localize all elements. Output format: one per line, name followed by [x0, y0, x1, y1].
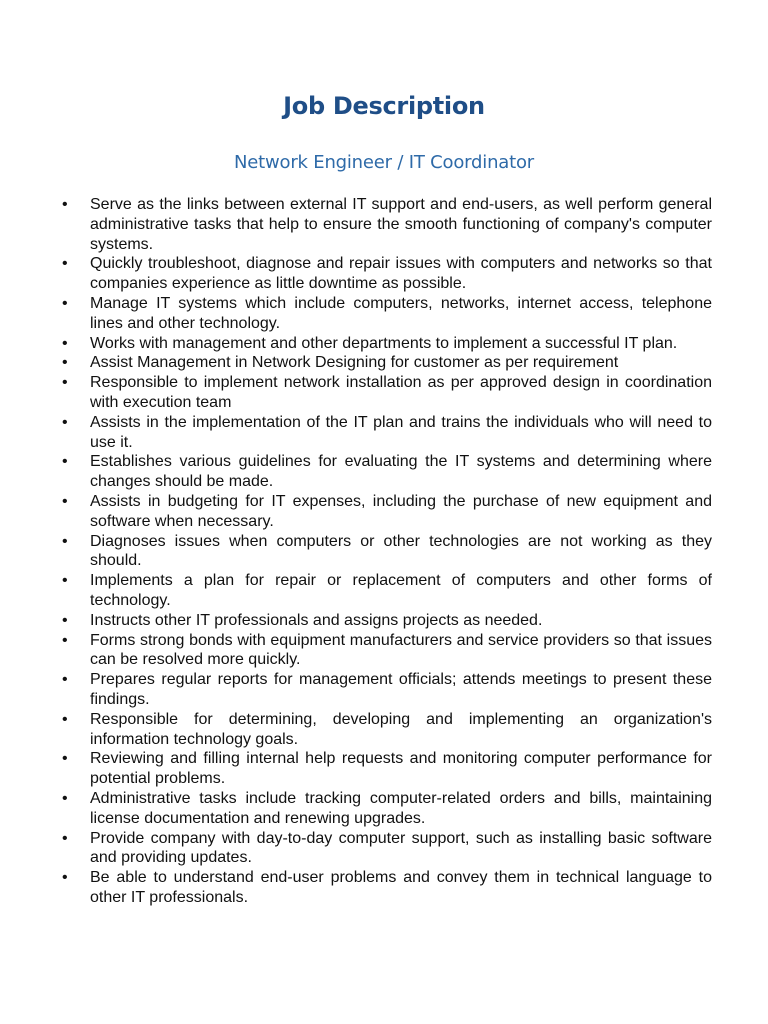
bullet-icon: •: [62, 789, 68, 807]
duty-text: Manage IT systems which include computers, networks, internet access, telephone lines and other technology.: [90, 294, 712, 332]
duty-item: [0, 294, 768, 334]
duty-text: Forms strong bonds with equipment manufacturers and service providers so that issues can be resolved more quickly.: [90, 631, 712, 669]
duty-item: [0, 789, 768, 829]
page-title: Job Description: [283, 92, 485, 120]
duty-text: Implements a plan for repair or replacement of computers and other forms of technology.: [90, 572, 712, 609]
duty-text: Responsible to implement network installation as per approved design in coordination with execution team: [90, 374, 712, 411]
duties-list: [0, 195, 768, 908]
duty-text: Assist Management in Network Designing for customer as per requirement: [90, 354, 619, 372]
bullet-icon: •: [62, 829, 68, 847]
duty-item: [0, 571, 768, 611]
bullet-icon: •: [62, 196, 68, 213]
bullet-icon: •: [62, 354, 68, 372]
duty-text: Assists in budgeting for IT expenses, including the purchase of new equipment and software when necessary.: [90, 492, 712, 530]
duty-item: [0, 195, 768, 254]
bullet-icon: •: [62, 611, 68, 629]
duty-item: [0, 452, 768, 492]
duty-item: [0, 353, 768, 373]
bullet-icon: •: [62, 671, 68, 689]
bullet-icon: •: [62, 453, 68, 471]
duty-item: [0, 492, 768, 532]
duty-item: [0, 373, 768, 413]
bullet-icon: •: [62, 532, 68, 550]
duty-item: [0, 611, 768, 631]
duty-item: [0, 749, 768, 789]
duty-item: [0, 334, 768, 354]
duty-text: Quickly troubleshoot, diagnose and repair issues with computers and networks so that companies experience as little downtime as possible.: [90, 255, 712, 293]
duty-item: [0, 670, 768, 710]
duty-text: Instructs other IT professionals and assigns projects as needed.: [90, 611, 543, 629]
page-subtitle: Network Engineer / IT Coordinator: [234, 152, 534, 173]
duty-text: Establishes various guidelines for evaluating the IT systems and determining where changes should be made.: [90, 453, 712, 491]
duty-item: [0, 532, 768, 572]
duty-item: [0, 631, 768, 671]
bullet-icon: •: [62, 374, 68, 392]
bullet-icon: •: [62, 413, 68, 431]
bullet-icon: •: [62, 750, 68, 768]
duty-text: Serve as the links between external IT support and end-users, as well perform general administrative tasks that help to ensure the smooth functioning of company's computer systems.: [90, 196, 712, 253]
bullet-icon: •: [62, 631, 68, 649]
duty-text: Diagnoses issues when computers or other technologies are not working as they should.: [90, 532, 712, 570]
duty-text: Administrative tasks include tracking computer-related orders and bills, maintaining license documentation and renewing upgrades.: [90, 789, 712, 827]
duty-item: [0, 710, 768, 750]
bullet-icon: •: [62, 294, 68, 312]
duty-item: [0, 254, 768, 294]
bullet-icon: •: [62, 572, 68, 590]
duty-text: Be able to understand end-user problems and convey them in technical language to other IT professionals.: [90, 869, 712, 906]
duty-text: Assists in the implementation of the IT plan and trains the individuals who will need to use it.: [90, 413, 712, 451]
duty-text: Reviewing and filling internal help requests and monitoring computer performance for potential problems.: [90, 750, 712, 788]
bullet-icon: •: [62, 334, 68, 352]
bullet-icon: •: [62, 710, 68, 728]
duty-item: [0, 829, 768, 869]
bullet-icon: •: [62, 255, 68, 273]
bullet-icon: •: [62, 869, 68, 887]
duty-text: Prepares regular reports for management officials; attends meetings to present these findings.: [90, 671, 712, 708]
bullet-icon: •: [62, 492, 68, 510]
duty-text: Provide company with day-to-day computer support, such as installing basic software and providing updates.: [90, 829, 712, 867]
duty-text: Responsible for determining, developing and implementing an organization's information technology goals.: [90, 710, 712, 748]
duty-item: [0, 868, 768, 908]
duty-text: Works with management and other departments to implement a successful IT plan.: [90, 334, 678, 352]
duty-item: [0, 413, 768, 453]
